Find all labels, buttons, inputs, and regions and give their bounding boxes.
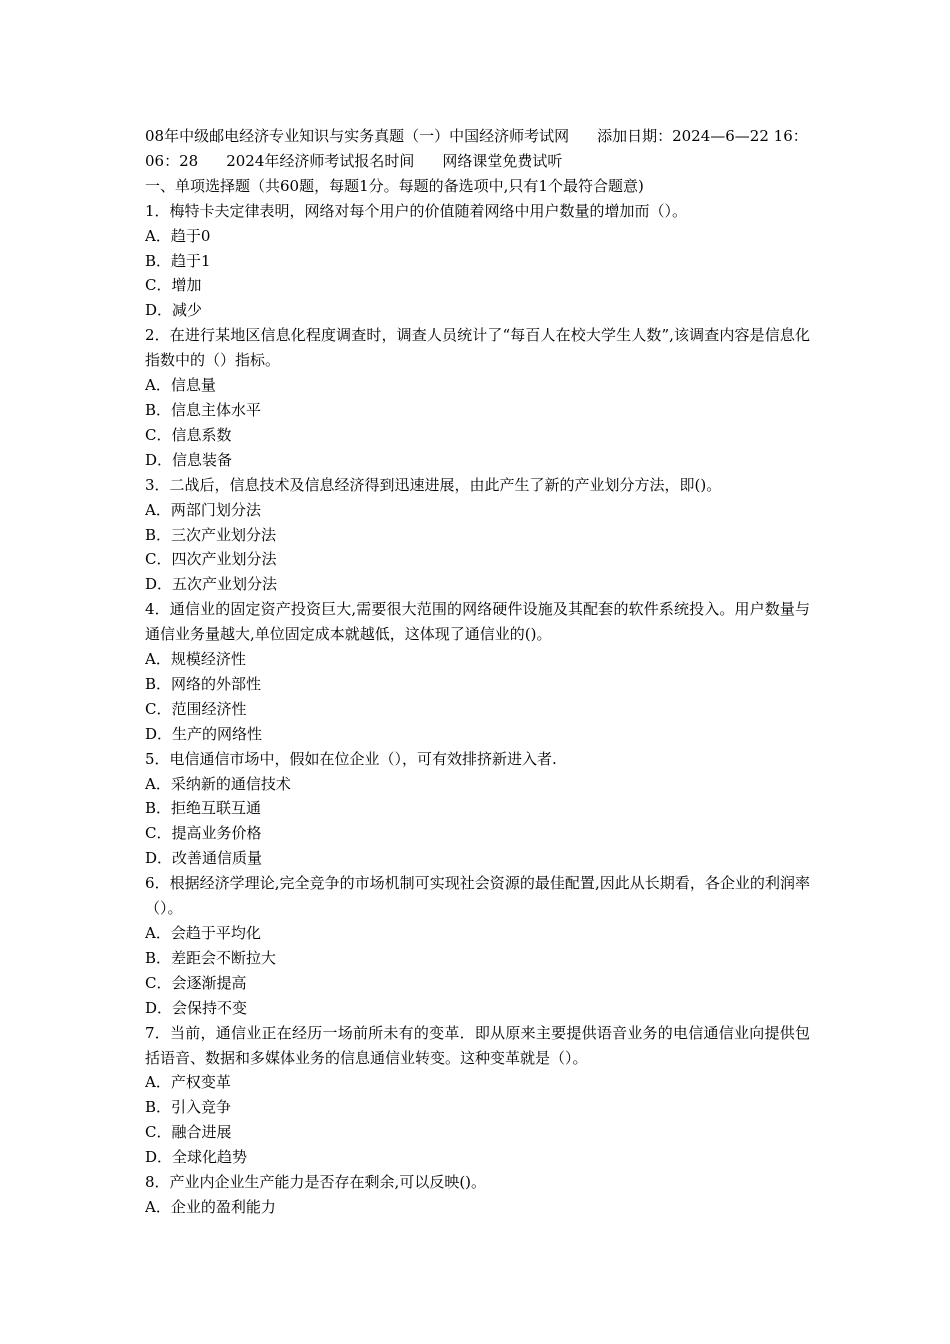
option-b: B．趋于1 xyxy=(145,251,211,270)
question-stem: 7．当前，通信业正在经历一场前所未有的变革．即从原来主要提供语音业务的电信通信业向提供包括语音、数据和多媒体业务的信息通信业转变。这种变革就是（）。 xyxy=(145,1023,810,1067)
option-d: D．会保持不变 xyxy=(145,998,248,1017)
option-c: C．四次产业划分法 xyxy=(145,550,277,569)
question-stem: 8．产业内企业生产能力是否存在剩余,可以反映()。 xyxy=(145,1173,487,1192)
option-d: D．生产的网络性 xyxy=(145,724,263,743)
option-b: B．信息主体水平 xyxy=(145,400,262,419)
question-4 xyxy=(145,597,810,746)
section-heading: 一、单项选择题（共60题，每题1分。每题的备选项中,只有1个最符合题意) xyxy=(145,176,644,195)
option-c: C．融合进展 xyxy=(145,1123,232,1142)
free-trial-link[interactable]: 网络课堂免费试听 xyxy=(442,151,563,170)
article-header xyxy=(145,124,810,174)
article-title: 08年中级邮电经济专业知识与实务真题（一）中国经济师考试网 xyxy=(145,127,570,145)
option-d: D．减少 xyxy=(145,301,203,320)
registration-time-link[interactable]: 2024年经济师考试报名时间 xyxy=(226,151,415,170)
question-6 xyxy=(145,871,810,1020)
question-stem: 2．在进行某地区信息化程度调查时，调查人员统计了“每百人在校大学生人数”,该调查内容是信息化指数中的（）指标。 xyxy=(145,326,810,370)
question-stem: 4．通信业的固定资产投资巨大,需要很大范围的网络硬件设施及其配套的软件系统投入。用户数量与通信业务量越大,单位固定成本就越低，这体现了通信业的()。 xyxy=(145,600,810,644)
option-d: D．五次产业划分法 xyxy=(145,575,278,594)
option-d: D．全球化趋势 xyxy=(145,1148,248,1167)
question-stem: 6．根据经济学理论,完全竞争的市场机制可实现社会资源的最佳配置,因此从长期看，各企业的利润率（）。 xyxy=(145,874,810,918)
option-c: C．提高业务价格 xyxy=(145,824,262,843)
question-stem: 3．二战后，信息技术及信息经济得到迅速进展，由此产生了新的产业划分方法，即()。 xyxy=(145,475,722,494)
option-b: B．引入竞争 xyxy=(145,1098,232,1117)
question-stem: 1．梅特卡夫定律表明，网络对每个用户的价值随着网络中用户数量的增加而（）。 xyxy=(145,201,688,220)
option-c: C．信息系数 xyxy=(145,425,232,444)
option-a: A．趋于0 xyxy=(145,226,211,245)
publish-date: 添加日期：2024—6—22 16：06：28 xyxy=(145,127,808,170)
question-5 xyxy=(145,747,810,872)
option-c: C．范围经济性 xyxy=(145,699,247,718)
option-d: D．信息装备 xyxy=(145,450,233,469)
question-7 xyxy=(145,1021,810,1170)
option-a: A．采纳新的通信技术 xyxy=(145,774,291,793)
option-b: B．拒绝互联互通 xyxy=(145,799,262,818)
question-3 xyxy=(145,473,810,598)
question-1 xyxy=(145,199,810,324)
option-d: D．改善通信质量 xyxy=(145,849,263,868)
question-stem: 5．电信通信市场中，假如在位企业（），可有效排挤新进入者. xyxy=(145,749,557,768)
option-b: B．差距会不断拉大 xyxy=(145,948,277,967)
option-b: B．网络的外部性 xyxy=(145,674,262,693)
question-8 xyxy=(145,1170,810,1220)
option-a: A．规模经济性 xyxy=(145,650,246,669)
option-a: A．企业的盈利能力 xyxy=(145,1197,276,1216)
option-a: A．会趋于平均化 xyxy=(145,924,261,942)
option-c: C．会逐渐提高 xyxy=(145,973,247,992)
option-a: A．产权变革 xyxy=(145,1073,231,1092)
option-b: B．三次产业划分法 xyxy=(145,525,277,544)
option-a: A．两部门划分法 xyxy=(145,500,261,519)
option-c: C．增加 xyxy=(145,276,202,295)
document-page xyxy=(145,124,810,1220)
question-2 xyxy=(145,323,810,472)
option-a: A．信息量 xyxy=(145,376,216,395)
